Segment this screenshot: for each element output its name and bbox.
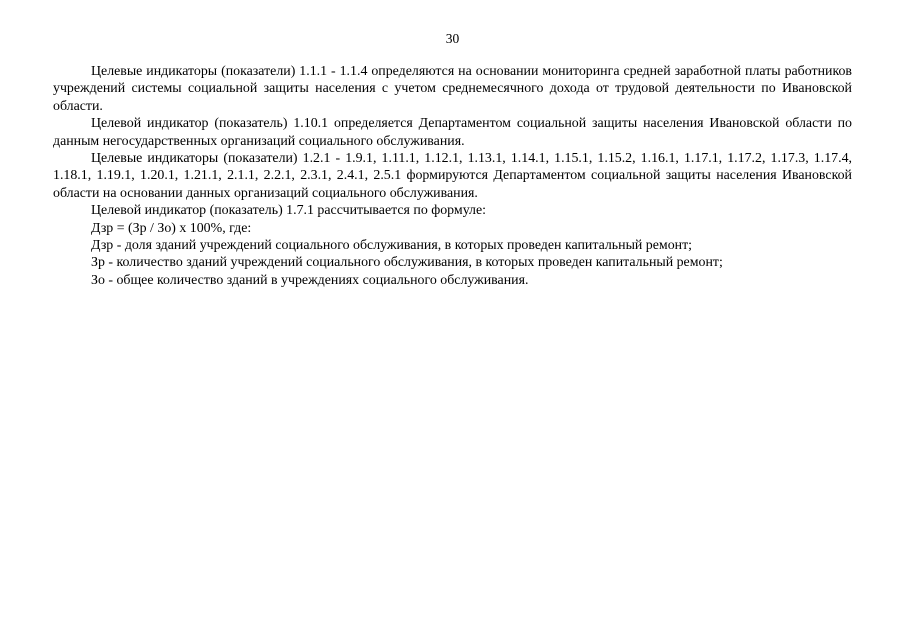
paragraph-indicator-1-7-1: Целевой индикатор (показатель) 1.7.1 рассчитывается по формуле:: [91, 203, 486, 219]
document-body: [53, 63, 852, 289]
formula-definition-zr: Зр - количество зданий учреждений социального обслуживания, в которых проведен капитальный ремонт;: [91, 255, 723, 271]
formula-line: Дзр = (Зр / Зо) x 100%, где:: [91, 220, 252, 236]
paragraph-indicator-1-10-1: Целевой индикатор (показатель) 1.10.1 определяется Департаментом социальной защиты населения Ивановской области по данным негосударственных организаций социального обслуживания.: [53, 116, 852, 149]
paragraph-salary-indicators: Целевые индикаторы (показатели) 1.1.1 - 1.1.4 определяются на основании мониторинга средней заработной платы работников учреждений системы социальной защиты населения с учетом среднемесячного дохода от трудовой деятельности по Ивановской области.: [53, 64, 852, 114]
formula-definition-zo: Зо - общее количество зданий в учреждениях социального обслуживания.: [91, 272, 529, 288]
page-number: 30: [445, 31, 460, 46]
paragraph-indicators-list: Целевые индикаторы (показатели) 1.2.1 - 1.9.1, 1.11.1, 1.12.1, 1.13.1, 1.14.1, 1.15.1, 1.15.2, 1.16.1, 1.17.1, 1.17.2, 1.17.3, 1.17.4, 1.18.1, 1.19.1, 1.20.1, 1.21.1, 2.1.1, 2.2.1, 2.3.1, 2.4.1, 2.5.1 формируются Департаментом социальной защиты населения Ивановской области на основании данных организаций социального обслуживания.: [53, 151, 852, 201]
formula-definition-dzr: Дзр - доля зданий учреждений социального обслуживания, в которых проведен капитальный ремонт;: [91, 238, 693, 254]
